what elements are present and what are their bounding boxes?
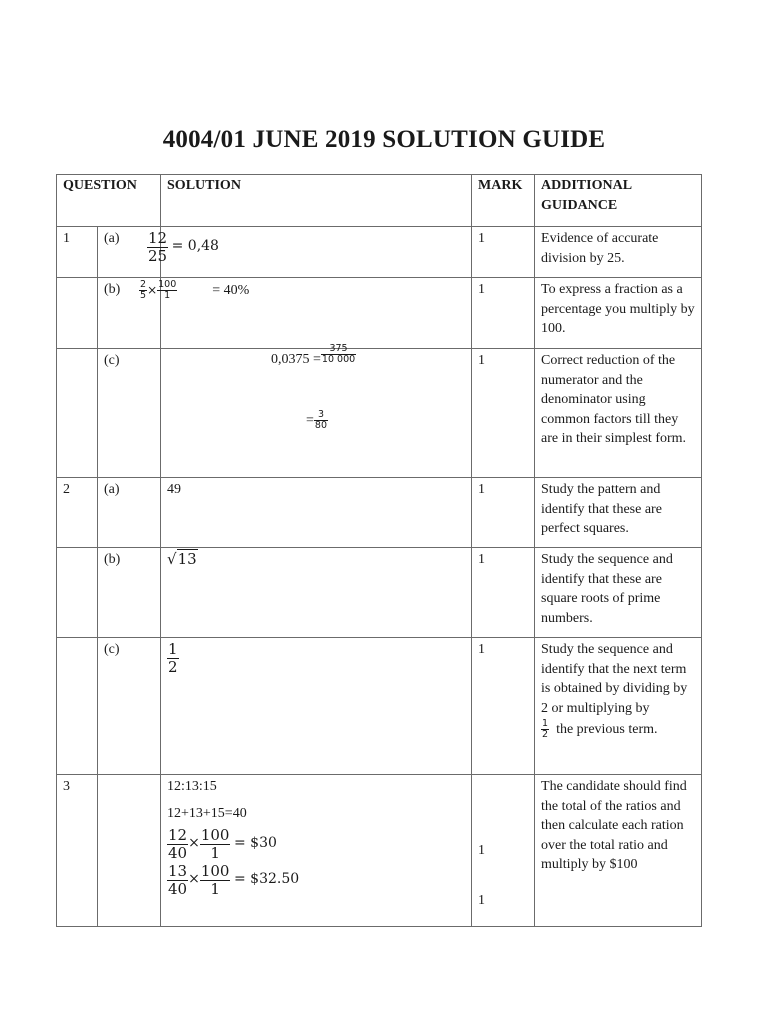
header-mark: MARK	[472, 175, 535, 227]
sqrt-sign: √	[167, 550, 177, 568]
fraction-denominator: 1	[164, 290, 171, 302]
fraction	[200, 827, 231, 861]
times-sign: ×	[147, 283, 158, 298]
fraction-numerator: 100	[158, 279, 177, 290]
question-part: (a)	[98, 227, 161, 278]
fraction-denominator: 40	[168, 879, 188, 898]
times-sign: ×	[188, 835, 200, 852]
header-guidance: ADDITIONAL GUIDANCE	[535, 175, 702, 227]
fraction-denominator: 40	[168, 843, 188, 862]
fraction	[167, 863, 188, 897]
question-number: 3	[57, 775, 98, 927]
guidance-cell	[535, 638, 702, 775]
question-number	[57, 548, 98, 638]
fraction-denominator: 2	[542, 729, 549, 741]
guidance-text: Study the sequence and identify that the next term is obtained by dividing by 2 or multiplying by	[541, 642, 688, 716]
fraction	[167, 641, 179, 675]
guidance-cell: Study the pattern and identify that these are perfect squares.	[535, 478, 702, 548]
fraction	[200, 863, 231, 897]
question-part: (c)	[98, 349, 161, 478]
table-row	[57, 278, 702, 349]
mark-cell: 1	[472, 548, 535, 638]
table-row	[57, 227, 702, 278]
solution-line	[167, 863, 465, 897]
guidance-cell: Study the sequence and identify that these are square roots of prime numbers.	[535, 548, 702, 638]
mark-value: 1	[478, 892, 486, 908]
solution-cell	[161, 548, 472, 638]
fraction-numerator: 2	[140, 279, 147, 290]
table-row	[57, 638, 702, 775]
guidance-cell: Correct reduction of the numerator and the denominator using common factors till they are in their simplest form.	[535, 349, 702, 478]
page-title: 4004/01 JUNE 2019 SOLUTION GUIDE	[162, 126, 606, 153]
mark-cell	[472, 775, 535, 927]
guidance-tail: the previous term.	[556, 722, 658, 738]
fraction-denominator: 5	[140, 290, 147, 302]
table-row	[57, 478, 702, 548]
table-row	[57, 548, 702, 638]
solution-result: = 40%	[212, 283, 250, 299]
question-number	[57, 349, 98, 478]
guidance-cell: To express a fraction as a percentage you multiply by 100.	[535, 278, 702, 349]
guidance-cell: The candidate should find the total of the ratios and then calculate each ration over the total ratio and multiply by $100	[535, 775, 702, 927]
fraction-numerator: 1	[168, 640, 178, 658]
solution-cell	[161, 775, 472, 927]
solution-line: 12:13:15	[167, 779, 217, 794]
question-number	[57, 638, 98, 775]
fraction	[541, 719, 549, 741]
fraction-numerator: 12	[148, 229, 168, 247]
fraction-denominator: 25	[148, 246, 168, 265]
fraction-denominator: 2	[168, 657, 178, 676]
square-root	[167, 549, 198, 568]
fraction	[139, 280, 147, 302]
solution-cell: 49	[161, 478, 472, 548]
mark-cell: 1	[472, 478, 535, 548]
header-solution: SOLUTION	[161, 175, 472, 227]
mark-value: 1	[478, 843, 486, 858]
mark-cell: 1	[472, 638, 535, 775]
solution-cell	[161, 638, 472, 775]
mark-cell: 1	[472, 349, 535, 478]
fraction-denominator: 1	[210, 843, 220, 862]
radicand: 13	[177, 550, 197, 568]
times-sign: ×	[188, 871, 200, 888]
table-row	[57, 349, 702, 478]
question-number: 2	[57, 478, 98, 548]
question-part: (b)	[98, 278, 161, 349]
solution-cell	[140, 278, 472, 349]
fraction	[147, 230, 168, 264]
solution-cell	[161, 343, 472, 478]
solution-line	[167, 827, 465, 861]
question-number: 1	[57, 227, 98, 278]
question-part: (c)	[98, 638, 161, 775]
solution-line: 12+13+15=40	[167, 805, 247, 821]
fraction-numerator: 1	[542, 718, 549, 729]
fraction	[321, 344, 356, 366]
guidance-cell: Evidence of accurate division by 25.	[535, 227, 702, 278]
fraction-numerator: 100	[200, 862, 230, 880]
mark-cell: 1	[472, 227, 535, 278]
solution-result: = 0,48	[171, 238, 219, 255]
equals-sign: =	[306, 412, 314, 428]
fraction-denominator: 10 000	[321, 354, 356, 366]
fraction-numerator: 12	[168, 826, 188, 844]
question-part: (a)	[98, 478, 161, 548]
question-part: (b)	[98, 548, 161, 638]
solution-cell	[148, 227, 472, 278]
header-row	[57, 175, 702, 227]
fraction-denominator: 80	[314, 419, 328, 431]
solution-table	[56, 174, 702, 927]
fraction	[167, 827, 188, 861]
fraction-numerator: 3	[314, 410, 328, 421]
fraction-numerator: 100	[200, 826, 230, 844]
solution-lead: 0,0375 =	[271, 352, 321, 367]
solution-result: = $32.50	[233, 871, 300, 888]
fraction-denominator: 1	[210, 879, 220, 898]
fraction	[314, 410, 328, 432]
solution-result: = $30	[233, 835, 277, 852]
fraction	[157, 280, 177, 302]
question-number	[57, 278, 98, 349]
fraction-numerator: 375	[321, 344, 356, 355]
table-row	[57, 775, 702, 927]
fraction-numerator: 13	[168, 862, 188, 880]
header-question: QUESTION	[57, 175, 161, 227]
question-part	[98, 775, 161, 927]
mark-cell: 1	[472, 278, 535, 349]
